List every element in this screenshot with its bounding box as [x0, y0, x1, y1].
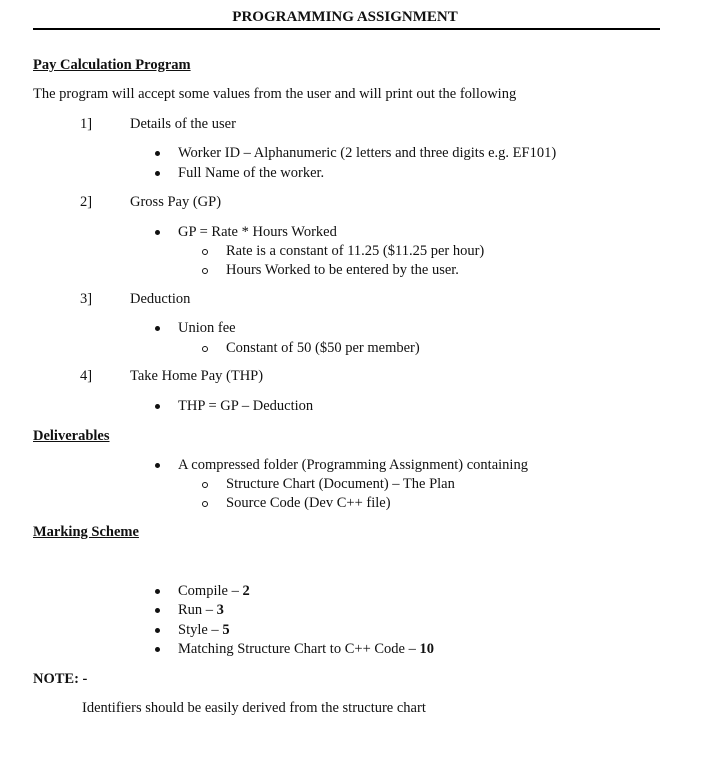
bullet-icon [155, 608, 160, 613]
bullet-icon [155, 589, 160, 594]
list-item: Worker ID – Alphanumeric (2 letters and three digits e.g. EF101) [178, 145, 557, 161]
marking-item [178, 582, 250, 600]
section-heading-marking-scheme: Marking Scheme [33, 524, 139, 540]
sub-list-item: Constant of 50 ($50 per member) [226, 340, 420, 356]
circle-bullet-icon [202, 268, 208, 274]
marking-label: Style – [178, 622, 223, 638]
sub-list-item: Hours Worked to be entered by the user. [226, 262, 459, 278]
marking-points: 2 [242, 583, 250, 599]
marking-label: Compile – [178, 583, 243, 599]
item-number: 3] [80, 291, 93, 307]
bullet-icon [155, 647, 160, 652]
list-item: Union fee [178, 320, 236, 336]
marking-item [178, 621, 230, 639]
circle-bullet-icon [202, 249, 208, 255]
sub-list-item: Structure Chart (Document) – The Plan [226, 476, 455, 492]
bullet-icon [155, 171, 160, 176]
bullet-icon [155, 463, 160, 468]
list-item: THP = GP – Deduction [178, 398, 314, 414]
marking-label: Matching Structure Chart to C++ Code – [178, 641, 420, 657]
note-text: Identifiers should be easily derived from the structure chart [82, 700, 426, 716]
title-rule [33, 28, 660, 30]
item-label: Gross Pay (GP) [130, 194, 222, 210]
sub-list-item: Source Code (Dev C++ file) [226, 495, 391, 511]
item-number: 4] [80, 368, 93, 384]
item-number: 2] [80, 194, 93, 210]
marking-item [178, 601, 224, 619]
item-label: Details of the user [130, 116, 236, 132]
circle-bullet-icon [202, 346, 208, 352]
list-item: A compressed folder (Programming Assignment) containing [178, 457, 528, 473]
circle-bullet-icon [202, 482, 208, 488]
marking-label: Run – [178, 602, 217, 618]
marking-item [178, 640, 434, 658]
section-heading-deliverables: Deliverables [33, 428, 110, 444]
sub-list-item: Rate is a constant of 11.25 ($11.25 per hour) [226, 243, 485, 259]
note-label: NOTE: - [33, 671, 88, 687]
page-title: PROGRAMMING ASSIGNMENT [232, 9, 458, 25]
bullet-icon [155, 628, 160, 633]
marking-points: 10 [419, 641, 434, 657]
marking-points: 3 [216, 602, 224, 618]
item-label: Deduction [130, 291, 191, 307]
item-number: 1] [80, 116, 93, 132]
section-heading-pay-calculation: Pay Calculation Program [33, 57, 191, 73]
bullet-icon [155, 404, 160, 409]
bullet-icon [155, 151, 160, 156]
intro-text: The program will accept some values from the user and will print out the following [33, 86, 517, 102]
item-label: Take Home Pay (THP) [130, 368, 264, 384]
bullet-icon [155, 326, 160, 331]
marking-points: 5 [222, 622, 230, 638]
circle-bullet-icon [202, 501, 208, 507]
list-item: Full Name of the worker. [178, 165, 325, 181]
list-item: GP = Rate * Hours Worked [178, 224, 337, 240]
bullet-icon [155, 230, 160, 235]
